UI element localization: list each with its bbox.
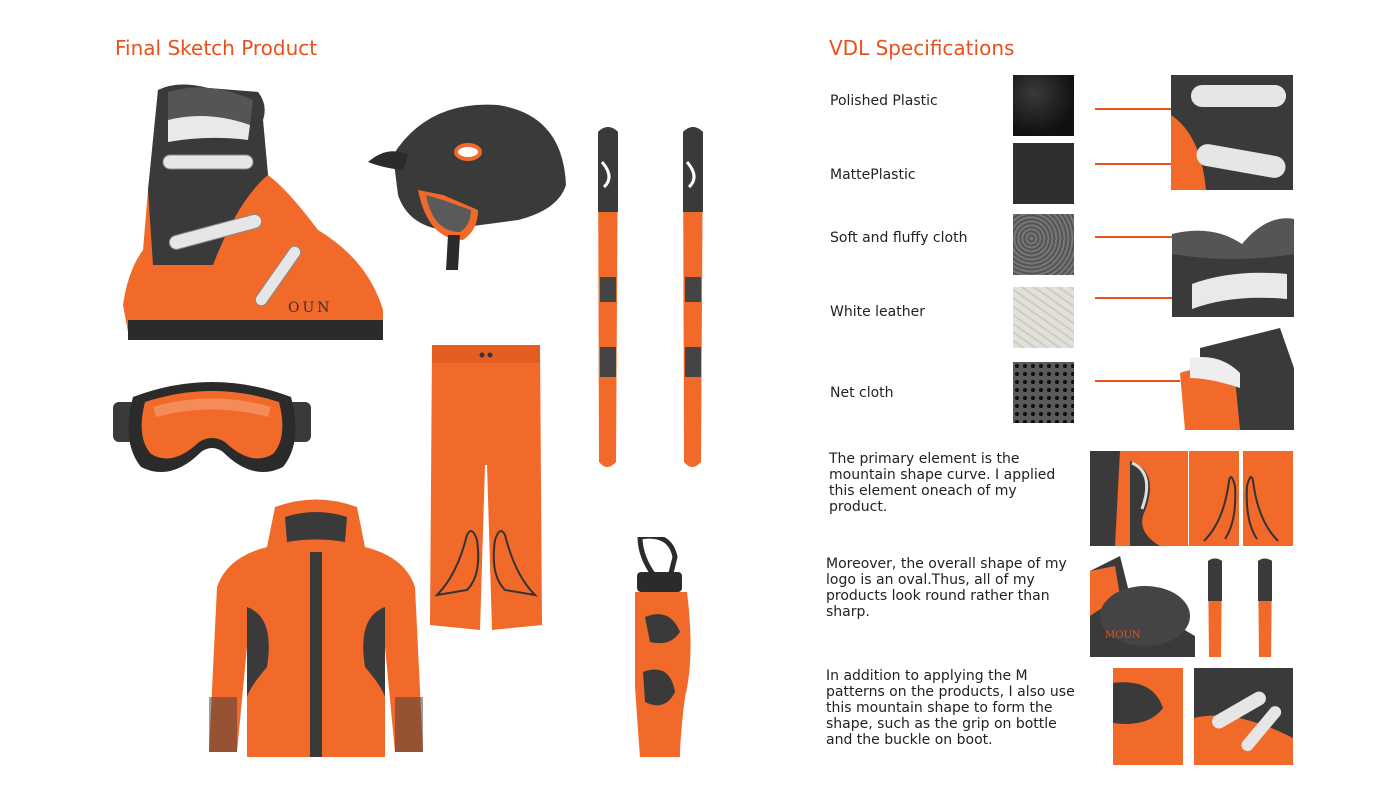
leader-line-polished xyxy=(1095,108,1175,110)
boot-buckle-detail-image xyxy=(1171,75,1293,190)
pants-detail-image xyxy=(1189,451,1293,546)
jacket-detail-image xyxy=(1090,451,1188,546)
helmet-illustration xyxy=(368,100,568,275)
left-section-title: Final Sketch Product xyxy=(115,36,318,60)
boot-collar-detail-image xyxy=(1172,214,1294,317)
ski-boot-illustration xyxy=(118,80,388,345)
paragraph-mountain-shape: In addition to applying the M patterns on the products, I also use this mountain shape to form the shape, such as the grip on bottle and the buckle on boot. xyxy=(826,668,1075,748)
swatch-fluffy-cloth xyxy=(1013,214,1074,275)
boot-liner-detail-image xyxy=(1180,328,1294,430)
bottle-grip-detail-image xyxy=(1113,668,1183,765)
swatch-net-cloth xyxy=(1013,362,1074,423)
swatch-matte-plastic xyxy=(1013,143,1074,204)
right-section-title: VDL Specifications xyxy=(829,36,1015,60)
material-label-net-cloth: Net cloth xyxy=(830,385,894,401)
pants-illustration xyxy=(427,345,545,635)
material-label-polished-plastic: Polished Plastic xyxy=(830,93,938,109)
jacket-illustration xyxy=(205,497,427,762)
material-label-fluffy-cloth: Soft and fluffy cloth xyxy=(830,230,968,246)
material-label-white-leather: White leather xyxy=(830,304,925,320)
water-bottle-illustration xyxy=(625,537,697,765)
boot-buckle-shape-detail-image xyxy=(1194,668,1293,765)
paragraph-mountain-curve: The primary element is the mountain shape curve. I applied this element oneach of my product. xyxy=(829,451,1056,515)
boot-logo-detail-image xyxy=(1090,556,1195,657)
ski-tips-detail-image xyxy=(1198,556,1293,657)
goggles-illustration xyxy=(113,372,311,484)
svg-text:OUN: OUN xyxy=(288,300,333,316)
material-label-matte-plastic: MattePlastic xyxy=(830,167,916,183)
swatch-white-leather xyxy=(1013,287,1074,348)
svg-text:MOUN: MOUN xyxy=(1105,630,1141,641)
skis-illustration xyxy=(590,122,720,472)
paragraph-oval-logo: Moreover, the overall shape of my logo is an oval.Thus, all of my products look round rather than sharp. xyxy=(826,556,1067,620)
swatch-polished-plastic xyxy=(1013,75,1074,136)
